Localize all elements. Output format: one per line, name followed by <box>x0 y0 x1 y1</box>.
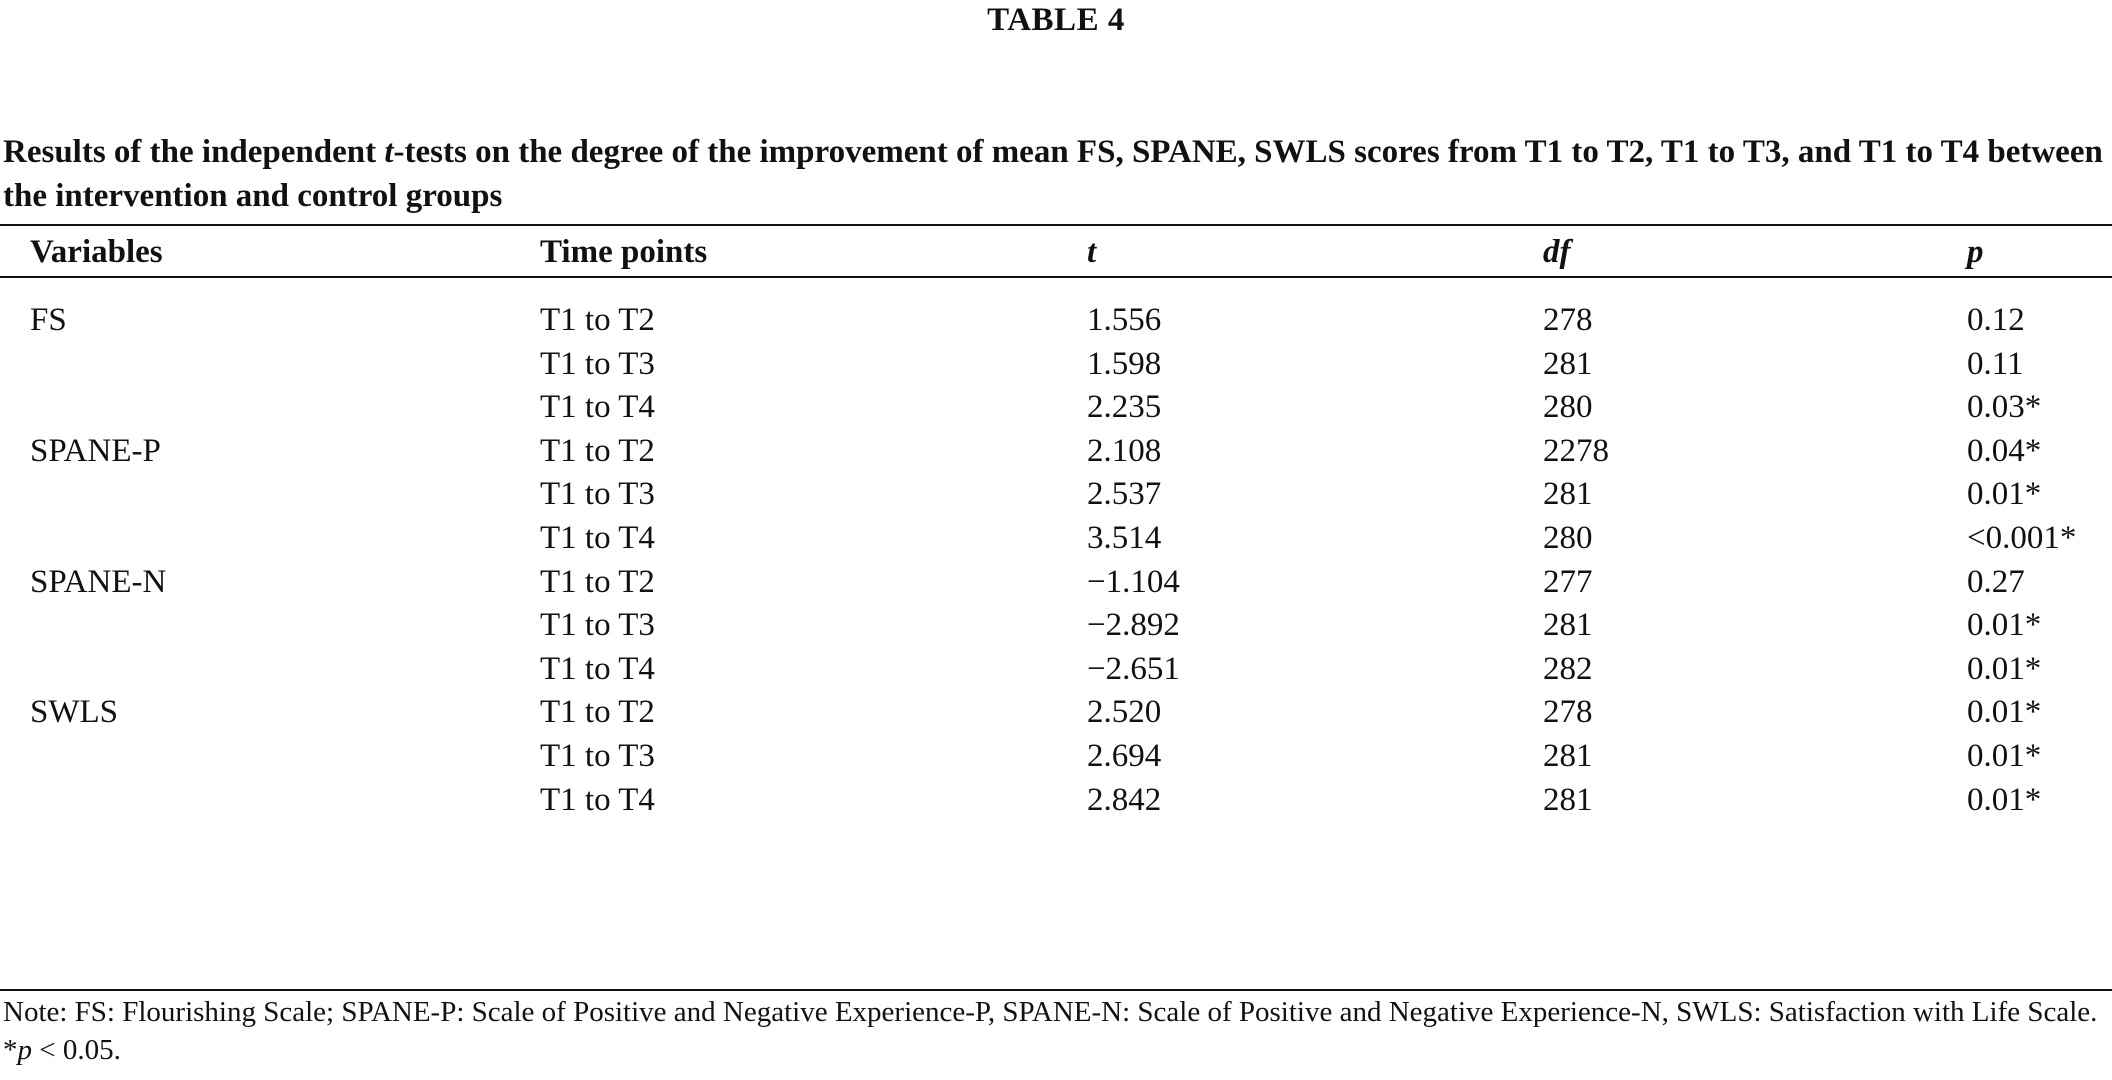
row-p-value: 0.01* <box>1967 476 2042 513</box>
row-time-point: T1 to T3 <box>540 738 655 774</box>
row-variable: FS <box>30 302 67 338</box>
row-time-point: T1 to T4 <box>540 389 655 426</box>
row-time-point: T1 to T4 <box>540 520 655 556</box>
table-caption <box>3 130 2108 218</box>
row-time-point: T1 to T3 <box>540 345 655 382</box>
row-df-value: 278 <box>1543 302 1593 338</box>
row-df-value: 278 <box>1543 694 1593 731</box>
row-df-value: 2278 <box>1543 432 1609 469</box>
row-p-value: 0.11 <box>1967 345 2024 382</box>
row-t-value: 3.514 <box>1087 520 1162 556</box>
row-p-value: 0.01* <box>1967 738 2042 774</box>
row-p-value: <0.001* <box>1967 520 2077 556</box>
row-time-point: T1 to T2 <box>540 302 655 338</box>
row-df-value: 281 <box>1543 738 1593 774</box>
row-df-value: 282 <box>1543 650 1593 687</box>
row-df-value: 280 <box>1543 520 1593 556</box>
row-variable: SPANE-P <box>30 432 161 469</box>
row-variable: SPANE-N <box>30 563 167 600</box>
header-time-points: Time points <box>540 234 708 270</box>
caption-t-symbol: t <box>384 134 394 170</box>
caption-part2: -tests on the degree of the improvement of mean FS, SPANE, SWLS scores from T1 to T2, T1 to T3, and T1 to T4 between the intervention and control groups <box>3 134 2103 214</box>
row-t-value: −1.104 <box>1087 563 1180 600</box>
row-df-value: 281 <box>1543 781 1593 818</box>
row-time-point: T1 to T2 <box>540 563 655 600</box>
note-part1: Note: FS: Flourishing Scale; SPANE-P: Scale of Positive and Negative Experience-P, SPANE-N: Scale of Positive and Negative Experience-N, SWLS: Satisfaction with Life Scale. * <box>3 996 2098 1066</box>
note-p-symbol: p <box>17 1034 32 1066</box>
row-t-value: 1.598 <box>1087 345 1162 382</box>
header-t: t <box>1087 234 1097 270</box>
header-variables: Variables <box>30 234 163 270</box>
row-df-value: 280 <box>1543 389 1593 426</box>
row-p-value: 0.03* <box>1967 389 2042 426</box>
header-df: df <box>1543 234 1571 270</box>
caption-part1: Results of the independent <box>3 134 385 170</box>
table-note <box>3 993 2110 1069</box>
row-t-value: 2.108 <box>1087 432 1162 469</box>
row-p-value: 0.04* <box>1967 432 2042 469</box>
row-t-value: 2.235 <box>1087 389 1162 426</box>
row-p-value: 0.27 <box>1967 563 2025 600</box>
table-label: TABLE 4 <box>987 2 1125 38</box>
row-time-point: T1 to T3 <box>540 476 655 513</box>
row-p-value: 0.01* <box>1967 650 2042 687</box>
row-t-value: −2.651 <box>1087 650 1180 687</box>
table-top-rule <box>0 224 2112 226</box>
row-t-value: 2.842 <box>1087 781 1162 818</box>
row-time-point: T1 to T2 <box>540 432 655 469</box>
row-df-value: 277 <box>1543 563 1593 600</box>
row-time-point: T1 to T4 <box>540 650 655 687</box>
row-t-value: −2.892 <box>1087 607 1180 644</box>
row-df-value: 281 <box>1543 345 1593 382</box>
row-p-value: 0.01* <box>1967 694 2042 731</box>
note-part2: < 0.05. <box>32 1034 121 1066</box>
row-p-value: 0.12 <box>1967 302 2025 338</box>
row-t-value: 2.694 <box>1087 738 1162 774</box>
table-header-rule <box>0 276 2112 278</box>
row-p-value: 0.01* <box>1967 781 2042 818</box>
row-t-value: 1.556 <box>1087 302 1162 338</box>
row-df-value: 281 <box>1543 476 1593 513</box>
row-time-point: T1 to T2 <box>540 694 655 731</box>
row-time-point: T1 to T4 <box>540 781 655 818</box>
header-p: p <box>1967 234 1984 270</box>
row-time-point: T1 to T3 <box>540 607 655 644</box>
row-p-value: 0.01* <box>1967 607 2042 644</box>
row-t-value: 2.537 <box>1087 476 1162 513</box>
table-bottom-rule <box>0 989 2112 991</box>
row-variable: SWLS <box>30 694 119 731</box>
row-df-value: 281 <box>1543 607 1593 644</box>
row-t-value: 2.520 <box>1087 694 1162 731</box>
